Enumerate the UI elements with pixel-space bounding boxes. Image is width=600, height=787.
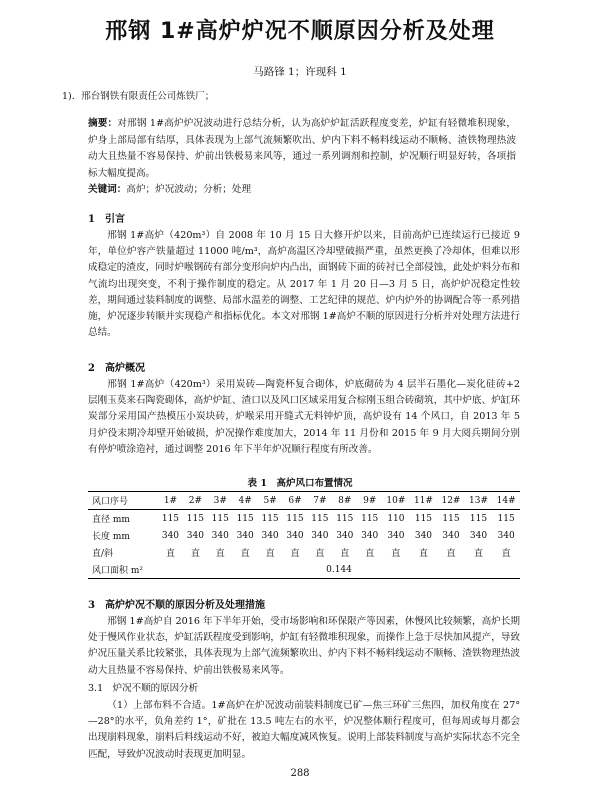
- table-row: [88, 527, 520, 544]
- table-area-row: [88, 561, 520, 579]
- table-cell: 115: [311, 513, 329, 524]
- section-1-heading: 1 引言: [88, 214, 125, 225]
- table-cell: 直: [446, 549, 456, 559]
- section-3-heading: 3 高炉炉况不顺的原因分析及处理措施: [88, 600, 265, 611]
- table-cell: 340: [186, 530, 204, 541]
- table-header-cell: 8#: [332, 492, 357, 510]
- table-cell: 340: [286, 530, 304, 541]
- table-cell: 340: [161, 530, 180, 541]
- table-cell: 直: [418, 549, 428, 559]
- table-cell: 115: [442, 513, 460, 524]
- table-cell: 直: [240, 549, 250, 559]
- abstract-text: 对邢钢 1#高炉炉况波动进行总结分析，认为高炉炉缸活跃程度变差，炉缸有轻微堆积现象，炉身上部局部有结厚，具体表现为上部气流频繁吹出、炉内下料不畅料线运动不顺畅、渣铁物理热波动大且热量不容易保持、炉前出铁极易来风等，通过一系列调剂和控制，炉况顺行明显好转，各项指标大幅度提高。: [88, 118, 517, 179]
- table-cell: 340: [236, 530, 254, 541]
- table-header-cell: 9#: [357, 492, 382, 510]
- table-cell: 直: [391, 549, 401, 559]
- table-header-cell: 14#: [492, 492, 520, 510]
- table-row: [88, 544, 520, 561]
- table-cell: 直: [215, 549, 225, 559]
- table-header-cell: 11#: [410, 492, 438, 510]
- table-row-label: 直/斜: [92, 549, 114, 559]
- keywords: [88, 182, 516, 199]
- table-cell: 115: [236, 513, 254, 524]
- section-3-paragraph: 邢钢 1#高炉自 2016 年下半年开始，受市场影响和环保限产等因素，休慢风比较频繁，高炉长期处于慢风作业状态，炉缸活跃程度受到影响，炉缸有轻微堆积现象，而操作上急于尽快加风提产，导致炉况压量关系比较紧张，具体表现为上部气流频繁吹出、炉内下料不畅料线运动不顺畅、渣铁物理热波动大且热量不容易保持、炉前出铁极易来风等。: [88, 616, 520, 676]
- abstract-label: 摘要：: [88, 118, 118, 129]
- table-cell: 115: [497, 513, 515, 524]
- table-header-cell: 13#: [465, 492, 493, 510]
- table-row: [88, 510, 520, 528]
- table-row-label: 长度 mm: [92, 532, 130, 542]
- table-cell: 直: [290, 549, 300, 559]
- table-header-cell: 2#: [183, 492, 208, 510]
- table-cell: 115: [186, 513, 204, 524]
- table-cell: 直: [315, 549, 325, 559]
- page-number: 288: [290, 768, 310, 779]
- table-cell: 直: [340, 549, 350, 559]
- table-cell: 直: [365, 549, 375, 559]
- table-cell: 直: [165, 549, 175, 559]
- keywords-label: 关键词：: [88, 184, 127, 195]
- table-cell: 115: [361, 513, 379, 524]
- subsection-3-1: 3.1 炉况不顺的原因分析: [88, 683, 199, 694]
- table-cell: 110: [387, 513, 405, 524]
- section-3-1-paragraph: （1）上部布料不合适。1#高炉在炉况波动前装料制度已矿—焦三环矿三焦四，加权角度在 27°—28°的水平，负角差约 1°，矿批在 13.5 吨左右的水平，炉况整体顺行程度可，但每周或每月都会出现崩料现象，崩料后料线运动不好，被迫大幅度减风恢复。说明上部装料制度与高炉实际状态不完全匹配，导致炉况波动时表现更加明显。: [88, 700, 520, 760]
- section-2-heading: 2 高炉概况: [88, 363, 145, 374]
- table-header-cell: 12#: [437, 492, 465, 510]
- table-cell: 直: [501, 549, 511, 559]
- table-cell: 340: [387, 530, 405, 541]
- table-header-cell: 10#: [382, 492, 410, 510]
- section-2-paragraph: 邢钢 1#高炉（420m³）采用炭砖—陶瓷杯复合砌体，炉底砌砖为 4 层半石墨化—炭化硅砖+2 层刚玉莫来石陶瓷砌体，高炉炉缸、渣口以及风口区域采用复合棕刚玉组合砖砌筑，其中炉底、炉缸环炭部分采用国产热模压小炭块砖，炉喉采用开缝式无料钟炉顶，高炉设有 14 个风口，自 2013 年 5 月炉役末期冷却壁开始破损，炉况操作难度加大，2014 年 11 月份和 2015 年 9 月大阅兵期间分别有停炉喷涂造衬，通过调整 2016 年下半年炉况顺行程度有所改善。: [88, 379, 520, 455]
- table-cell: 直: [474, 549, 484, 559]
- affiliation: 1)．邢台钢铁有限责任公司炼铁厂；: [62, 91, 215, 102]
- table-cell: 直: [190, 549, 200, 559]
- table-cell: 115: [469, 513, 488, 524]
- table-header-cell: 6#: [283, 492, 308, 510]
- table-cell: 340: [211, 530, 229, 541]
- table-cell: 340: [497, 530, 515, 541]
- table-cell: 340: [361, 530, 379, 541]
- table-cell: 直: [265, 549, 275, 559]
- table-row-label: 直径 mm: [92, 515, 130, 525]
- table-cell: 340: [442, 530, 460, 541]
- table-cell: 115: [336, 513, 354, 524]
- paper-title: 邢钢 1#高炉炉况不顺原因分析及处理: [105, 19, 495, 44]
- table-cell: 340: [469, 530, 488, 541]
- keywords-text: 高炉；炉况波动；分析；处理: [126, 184, 252, 195]
- table-header-cell: 4#: [233, 492, 258, 510]
- table-title: 表 1 高炉风口布置情况: [247, 478, 353, 489]
- table-cell: 115: [161, 513, 180, 524]
- tuyere-table: [88, 491, 520, 579]
- table-header-cell: 5#: [258, 492, 283, 510]
- area-value: 0.144: [158, 561, 520, 579]
- table-cell: 340: [261, 530, 279, 541]
- authors: 马路锋 1；许现科 1: [253, 66, 347, 78]
- table-cell: 115: [414, 513, 433, 524]
- table-cell: 115: [211, 513, 229, 524]
- table-header-cell: 3#: [208, 492, 233, 510]
- table-header-cell: 1#: [158, 492, 183, 510]
- table-cell: 340: [311, 530, 329, 541]
- abstract: [88, 116, 516, 182]
- table-header-cell: 7#: [307, 492, 332, 510]
- table-header-row: [88, 492, 520, 510]
- table-cell: 115: [286, 513, 304, 524]
- table-cell: 115: [261, 513, 279, 524]
- area-label: 风口面积 m²: [88, 561, 158, 579]
- section-1-paragraph: 邢钢 1#高炉（420m³）自 2008 年 10 月 15 日大修开炉以来，目前高炉已连续运行已接近 9 年，单位炉容产铁量超过 11000 吨/m³，高炉高温区冷却壁破损严重，虽然更换了冷却体，但难以形成稳定的渣皮，同时炉喉钢砖有部分变形向炉内凸出，面钢砖下面的砖衬已全部侵蚀，此处炉料分布和气流均出现突变，不利于操作制度的稳定。从 2017 年 1 月 20 日—3 月 5 日，高炉炉况稳定性较差，期间通过装料制度的调整、局部水温差的调整、工艺纪律的规范、炉内炉外的协调配合等一系列措施，炉况逐步转顺并实现稳产和指标优化。本文对邢钢 1#高炉不顺的原因进行分析并对处理方法进行总结。: [88, 230, 520, 339]
- table-cell: 340: [414, 530, 433, 541]
- table-header-label: 风口序号: [88, 492, 158, 510]
- table-cell: 340: [336, 530, 354, 541]
